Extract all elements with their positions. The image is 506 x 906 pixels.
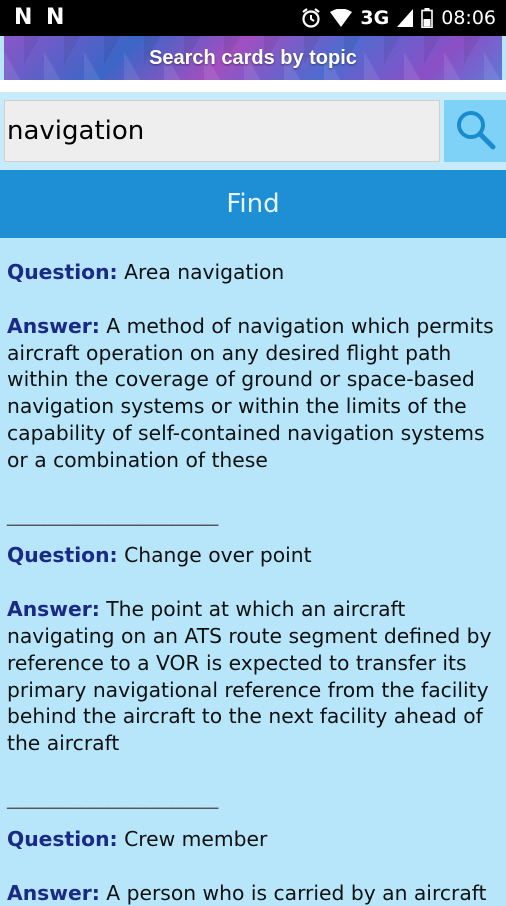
question-label: Question:	[7, 260, 118, 284]
card-question	[7, 826, 502, 853]
card-separator: _______________________	[7, 784, 218, 809]
question-text: Change over point	[124, 543, 312, 568]
results-list	[7, 244, 502, 906]
search-input[interactable]: navigation	[4, 100, 440, 162]
notification-n-icon: N	[14, 5, 33, 30]
answer-text: A method of navigation which permits aircraft operation on any desired flight path within the coverage of ground or space-based navigation systems or within the limits of the capability of self-contained navigation systems or a combination of these	[7, 313, 494, 472]
battery-icon	[421, 8, 433, 28]
search-row	[0, 80, 506, 170]
answer-text: A person who is carried by an aircraft	[106, 880, 487, 905]
answer-label: Answer:	[7, 313, 100, 338]
status-bar	[0, 0, 506, 36]
question-text: Area navigation	[124, 260, 285, 284]
card-question	[7, 542, 502, 569]
network-type-label: 3G	[360, 7, 390, 29]
search-button[interactable]	[444, 100, 506, 162]
find-button[interactable]: Find	[0, 170, 506, 238]
answer-label: Answer:	[7, 880, 100, 905]
card-item	[7, 542, 502, 810]
card-answer	[7, 880, 502, 906]
signal-icon	[397, 9, 413, 27]
notification-n-icon: N	[46, 5, 65, 30]
card-answer	[7, 596, 502, 757]
wifi-icon	[330, 9, 352, 27]
card-item	[7, 826, 502, 906]
card-answer	[7, 313, 502, 474]
title-banner	[4, 36, 502, 80]
answer-text: The point at which an aircraft navigating on an ATS route segment defined by reference to a VOR is expected to transfer its primary navigational reference from the facility behind the aircraft to the next facility ahead of the aircraft	[7, 597, 492, 756]
card-question	[7, 259, 502, 286]
question-text: Crew member	[124, 826, 268, 851]
answer-label: Answer:	[7, 597, 100, 622]
clock-time: 08:06	[441, 7, 496, 29]
card-separator: _______________________	[7, 501, 218, 526]
question-label: Question:	[7, 543, 118, 568]
alarm-icon	[300, 7, 322, 29]
question-label: Question:	[7, 826, 118, 851]
card-item	[7, 259, 502, 527]
page-title: Search cards by topic	[149, 47, 357, 69]
search-icon	[453, 107, 497, 155]
